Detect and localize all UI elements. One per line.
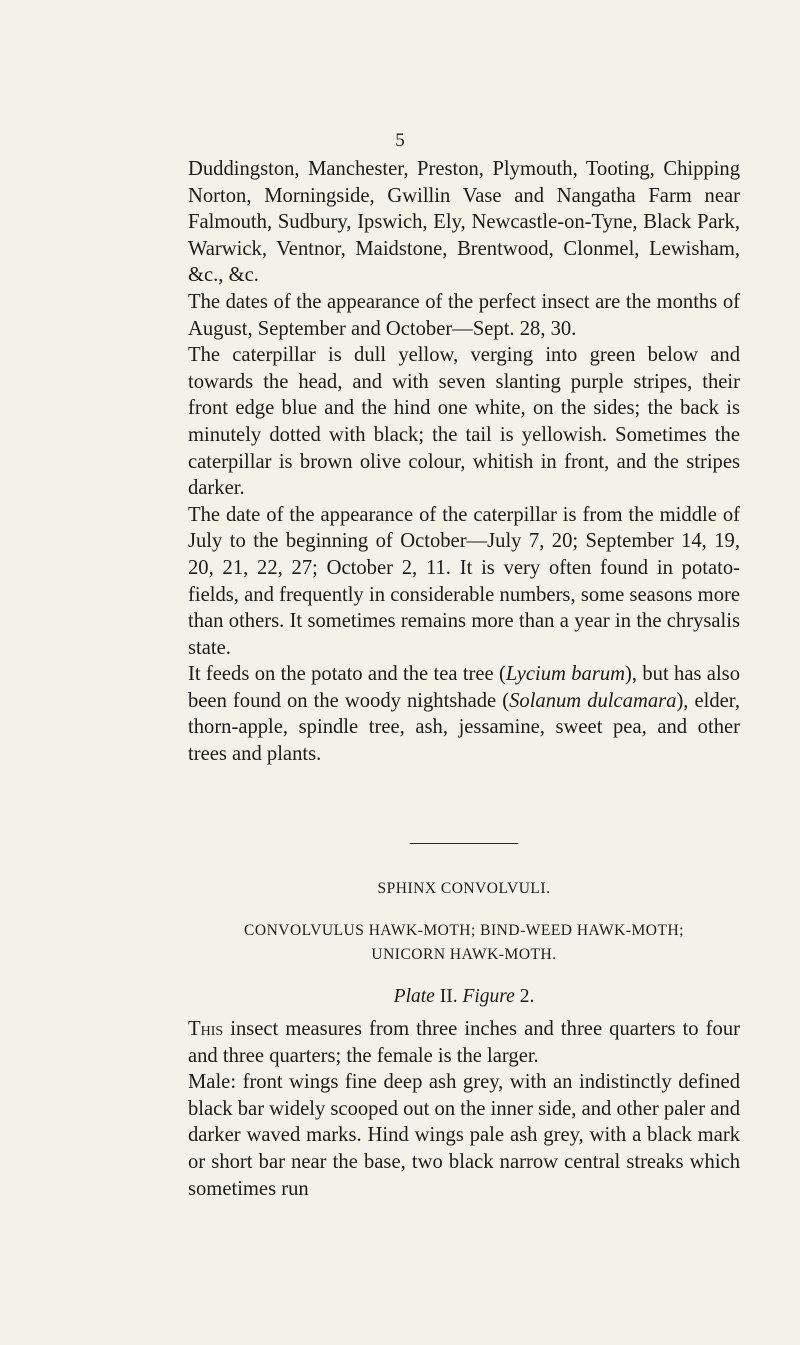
page-number: 5 [395,130,405,151]
food-plants-text-c: ), elder, thorn-apple, spindle tree, ash, jessamine, sweet pea, and other trees and plants. [188,689,740,766]
species-heading: SPHINX CONVOLVULI. [377,880,551,897]
paragraph-caterpillar-dates: The date of the appearance of the caterpillar is from the middle of July to the beginning of October—July 7, 20; September 14, 19, 20, 21, 22, 27; October 2, 11. It is very often found in potato-fields, and frequently in considerable numbers, some seasons more than others. It sometimes remains more than a year in the chrysalis state. [188,503,740,659]
figure-label: Figure [462,986,515,1007]
paragraph-food-plants [188,661,740,767]
figure-number: 2. [514,986,535,1007]
text-section-locations [188,156,740,768]
plate-number: II. [434,986,463,1007]
plate-label: Plate [393,986,435,1007]
lead-word: This [188,1018,224,1040]
paragraph-measurements [188,1016,740,1069]
species-name-lycium: Lycium barum [505,663,626,686]
section-divider [410,843,518,844]
species-name-solanum: Solanum dulcamara [509,689,677,712]
food-plants-text-a: It feeds on the potato and the tea tree ( [188,663,506,686]
common-names-line-2: UNICORN HAWK-MOTH. [371,946,557,963]
paragraph-dates-perfect-insect: The dates of the appearance of the perfect insect are the months of August, September and October—Sept. 28, 30. [188,290,740,340]
text-section-description [188,1016,740,1202]
plate-reference [188,986,740,1008]
paragraph-locations: Duddingston, Manchester, Preston, Plymouth, Tooting, Chipping Norton, Morningside, Gwillin Vase and Nangatha Farm near Falmouth, Sudbury, Ipswich, Ely, Newcastle-on-Tyne, Black Park, Warwick, Ventnor, Maidstone, Brentwood, Clonmel, Lewisham, &c., &c. [188,158,740,287]
common-names-line-1: CONVOLVULUS HAWK-MOTH; BIND-WEED HAWK-MOTH; [244,922,684,939]
measurements-text: insect measures from three inches and three quarters to four and three quarters; the female is the larger. [188,1018,740,1067]
paragraph-caterpillar-description: The caterpillar is dull yellow, verging into green below and towards the head, and with seven slanting purple stripes, their front edge blue and the hind one white, on the sides; the back is minutely dotted with black; the tail is yellowish. Sometimes the caterpillar is brown olive colour, whitish in front, and the stripes darker. [188,344,740,500]
paragraph-male-description: Male: front wings fine deep ash grey, with an indistinctly defined black bar widely scooped out on the inner side, and other paler and darker waved marks. Hind wings pale ash grey, with a black mark or short bar near the base, two black narrow central streaks which sometimes run [188,1071,740,1200]
food-plants-text-b: ), but has also been found on the woody nightshade ( [188,663,740,712]
